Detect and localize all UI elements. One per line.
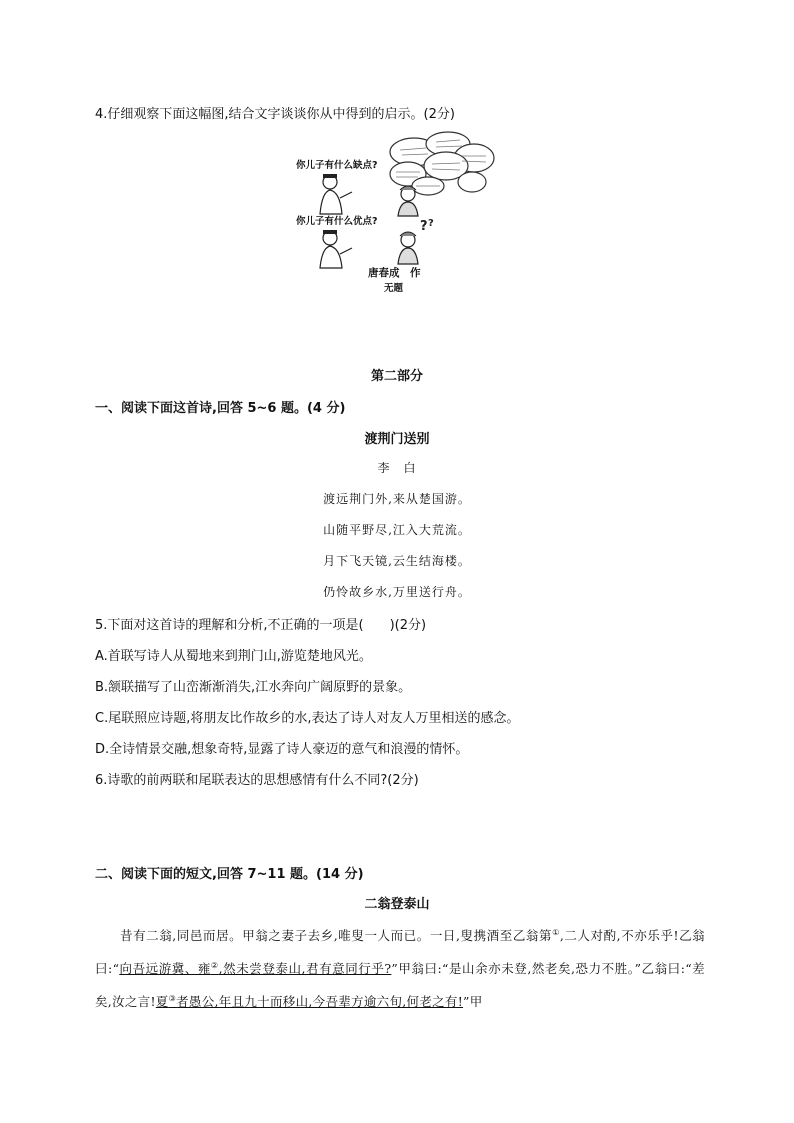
poem-line: 月下飞天镜,云生结海楼。 bbox=[323, 554, 471, 568]
poem-line: 渡远荆门外,来从楚国游。 bbox=[323, 492, 471, 506]
svg-text:?: ? bbox=[428, 218, 434, 229]
underlined-sentence-2: 夏③者愚公,年且九十而移山,今吾辈方逾六旬,何老之有! bbox=[155, 994, 464, 1010]
passage-paragraph: 昔有二翁,同邑而居。甲翁之妻子去乡,唯叟一人而已。一日,叟携酒至乙翁第①,二人对酌,不亦乐乎!乙翁曰:“向吾远游冀、雍②,然未尝登泰山,君有意同行乎?”甲翁曰:“是山余亦未登,然老矣,恐力不胜。”乙翁曰:“差矣,汝之言!夏③者愚公,年且九十而移山,今吾辈方逾六旬,何老之有!”甲 bbox=[95, 928, 705, 1010]
poem-line: 仍怜故乡水,万里送行舟。 bbox=[323, 585, 471, 599]
underlined-sentence-1: 向吾远游冀、雍②,然未尝登泰山,君有意同行乎? bbox=[119, 961, 392, 977]
cartoon-label-merits: 你儿子有什么优点? bbox=[296, 216, 378, 227]
question-4: 4.仔细观察下面这幅图,结合文字谈谈你从中得到的启示。(2分) bbox=[95, 107, 455, 122]
option-a: A.首联写诗人从蜀地来到荆门山,游览楚地风光。 bbox=[95, 649, 372, 664]
passage-title: 二翁登泰山 bbox=[364, 897, 430, 912]
option-c: C.尾联照应诗题,将朋友比作故乡的水,表达了诗人对友人万里相送的感念。 bbox=[95, 711, 520, 726]
question-5-stem: 5.下面对这首诗的理解和分析,不正确的一项是( )(2分) bbox=[95, 618, 427, 633]
cartoon-drawing bbox=[296, 130, 506, 270]
cartoon-label-faults: 你儿子有什么缺点? bbox=[296, 160, 378, 171]
cartoon-author: 唐春成 作 bbox=[368, 267, 421, 279]
svg-text:?: ? bbox=[420, 219, 428, 234]
section-heading-1: 一、阅读下面这首诗,回答 5~6 题。(4 分) bbox=[95, 401, 346, 416]
poem-line: 山随平野尽,江入大荒流。 bbox=[323, 523, 471, 537]
option-d: D.全诗情景交融,想象奇特,显露了诗人豪迈的意气和浪漫的情怀。 bbox=[95, 742, 469, 757]
question-6: 6.诗歌的前两联和尾联表达的思想感情有什么不同?(2分) bbox=[95, 773, 419, 788]
cartoon-title: 无题 bbox=[384, 283, 404, 294]
section-heading-2: 二、阅读下面的短文,回答 7~11 题。(14 分) bbox=[95, 867, 364, 882]
option-b: B.颔联描写了山峦渐渐消失,江水奔向广阔原野的景象。 bbox=[95, 680, 412, 695]
part-heading: 第二部分 bbox=[370, 369, 423, 384]
poem-author: 李 白 bbox=[377, 461, 417, 475]
cartoon-figure bbox=[296, 130, 506, 294]
poem-title: 渡荆门送别 bbox=[364, 432, 430, 447]
